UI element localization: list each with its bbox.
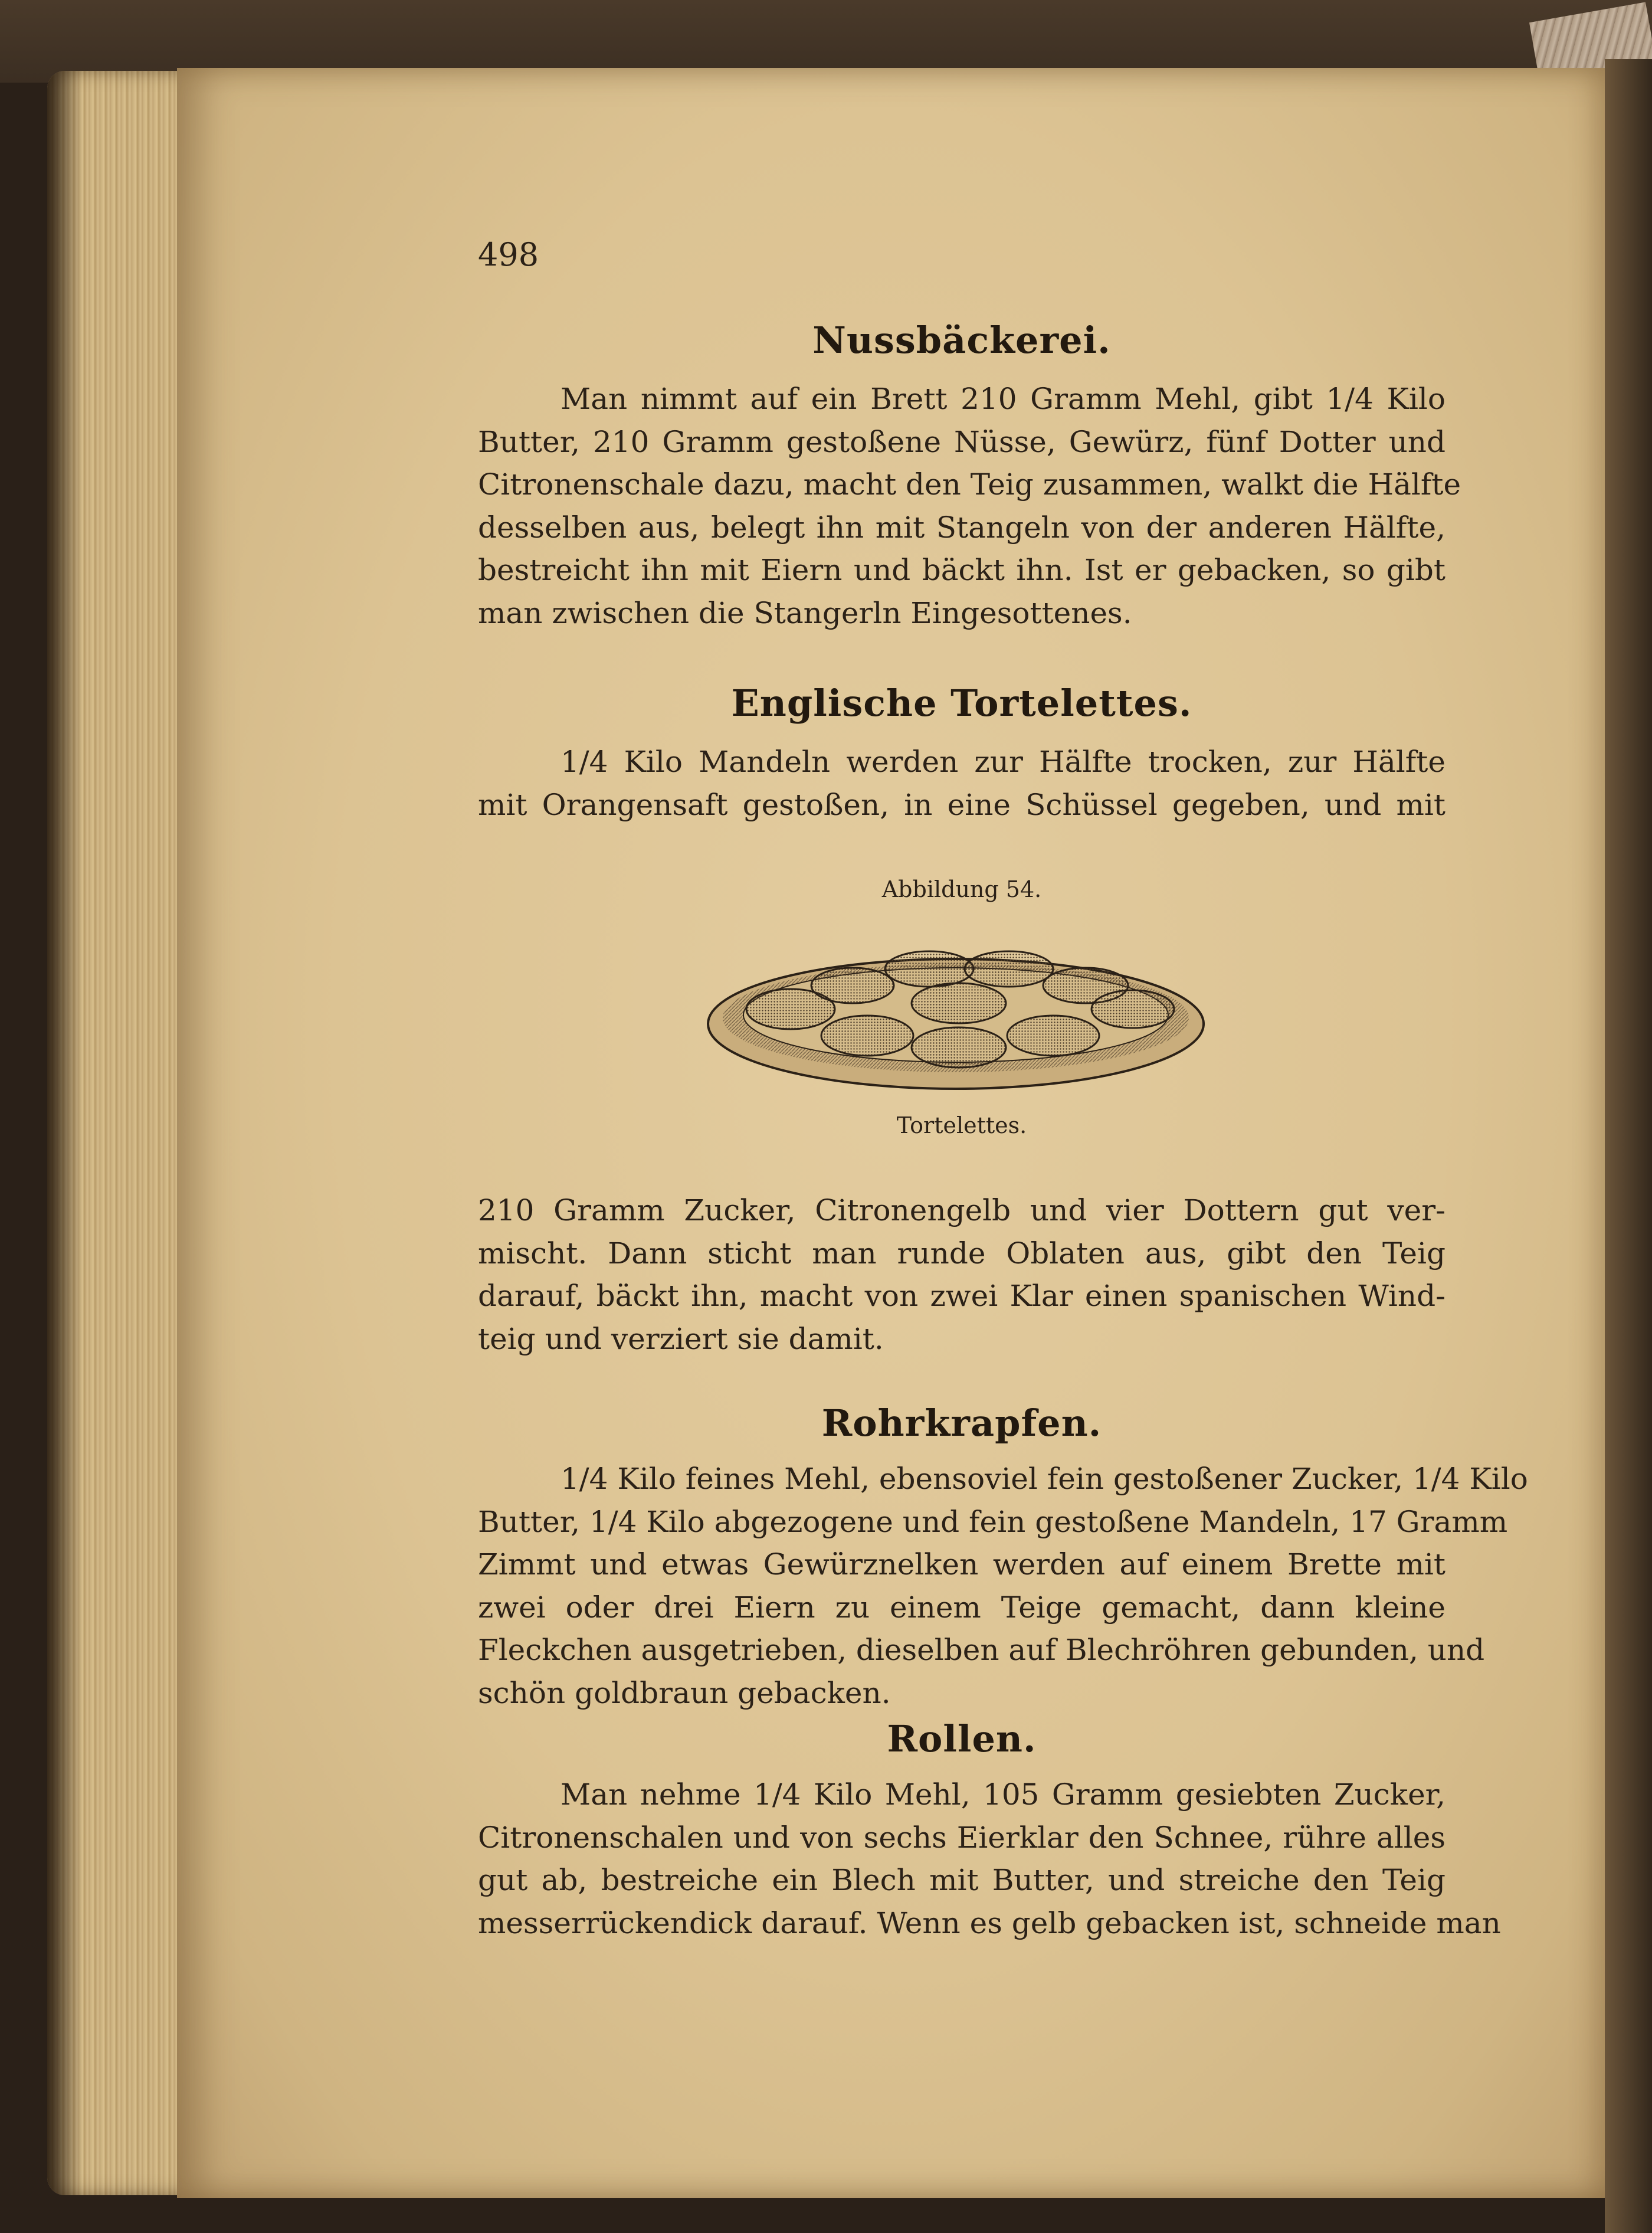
section-title-nussbaeckerei: Nussbäckerei.	[812, 319, 1111, 362]
text-line: Citronenschale dazu, macht den Teig zusammen, walkt die Hälfte	[478, 467, 1461, 502]
section-text-rohrkrapfen	[478, 1458, 1528, 1714]
text-line: desselben aus, belegt ihn mit Stangeln von der anderen Hälfte,	[478, 510, 1446, 545]
text-line: bestreicht ihn mit Eiern und bäckt ihn. Ist er gebacken, so gibt	[478, 553, 1446, 587]
text-line: 1/4 Kilo Mandeln werden zur Hälfte trocken, zur Hälfte	[560, 745, 1446, 779]
text-line: Butter, 1/4 Kilo abgezogene und fein gestoßene Mandeln, 17 Gramm	[478, 1504, 1508, 1539]
page-number: 498	[478, 236, 539, 273]
section-title-rohrkrapfen: Rohrkrapfen.	[821, 1402, 1102, 1445]
text-line: mischt. Dann sticht man runde Oblaten aus, gibt den Teig	[478, 1236, 1446, 1271]
figure-label: Abbildung 54.	[881, 876, 1042, 902]
section-title-englische-tortelettes: Englische Tortelettes.	[731, 682, 1192, 725]
section-title-rollen: Rollen.	[887, 1717, 1037, 1760]
section-text-englische-tortelettes	[478, 741, 1446, 826]
tortelettes-illustration	[696, 921, 1215, 1098]
text-line: schön goldbraun gebacken.	[478, 1675, 891, 1710]
figure-caption: Tortelettes.	[896, 1112, 1027, 1138]
text-line: messerrückendick darauf. Wenn es gelb gebacken ist, schneide man	[478, 1905, 1501, 1940]
section-text-nussbaeckerei	[478, 378, 1461, 634]
section-text-rollen	[478, 1773, 1501, 1944]
text-line: 210 Gramm Zucker, Citronengelb und vier Dottern gut ver-	[478, 1193, 1446, 1227]
text-line: teig und verziert sie damit.	[478, 1321, 884, 1356]
text-line: darauf, bäckt ihn, macht von zwei Klar einen spanischen Wind-	[478, 1279, 1446, 1313]
text-line: zwei oder drei Eiern zu einem Teige gemacht, dann kleine	[478, 1590, 1446, 1625]
text-line: gut ab, bestreiche ein Blech mit Butter, und streiche den Teig	[478, 1863, 1446, 1897]
text-line: Man nehme 1/4 Kilo Mehl, 105 Gramm gesiebten Zucker,	[560, 1777, 1446, 1812]
text-line: Butter, 210 Gramm gestoßene Nüsse, Gewürz, fünf Dotter und	[478, 424, 1446, 459]
section-text-englische-tortelettes-continued	[478, 1189, 1446, 1360]
text-line: man zwischen die Stangerln Eingesottenes.	[478, 595, 1132, 630]
text-line: Fleckchen ausgetrieben, dieselben auf Blechröhren gebunden, und	[478, 1633, 1485, 1667]
text-line: Citronenschalen und von sechs Eierklar den Schnee, rühre alles	[478, 1820, 1446, 1855]
text-line: 1/4 Kilo feines Mehl, ebensoviel fein gestoßener Zucker, 1/4 Kilo	[560, 1462, 1528, 1496]
text-line: mit Orangensaft gestoßen, in eine Schüssel gegeben, und mit	[478, 787, 1446, 822]
text-line: Zimmt und etwas Gewürznelken werden auf einem Brette mit	[478, 1547, 1446, 1582]
text-line: Man nimmt auf ein Brett 210 Gramm Mehl, gibt 1/4 Kilo	[560, 382, 1446, 416]
gutter-edge	[1605, 59, 1652, 2233]
